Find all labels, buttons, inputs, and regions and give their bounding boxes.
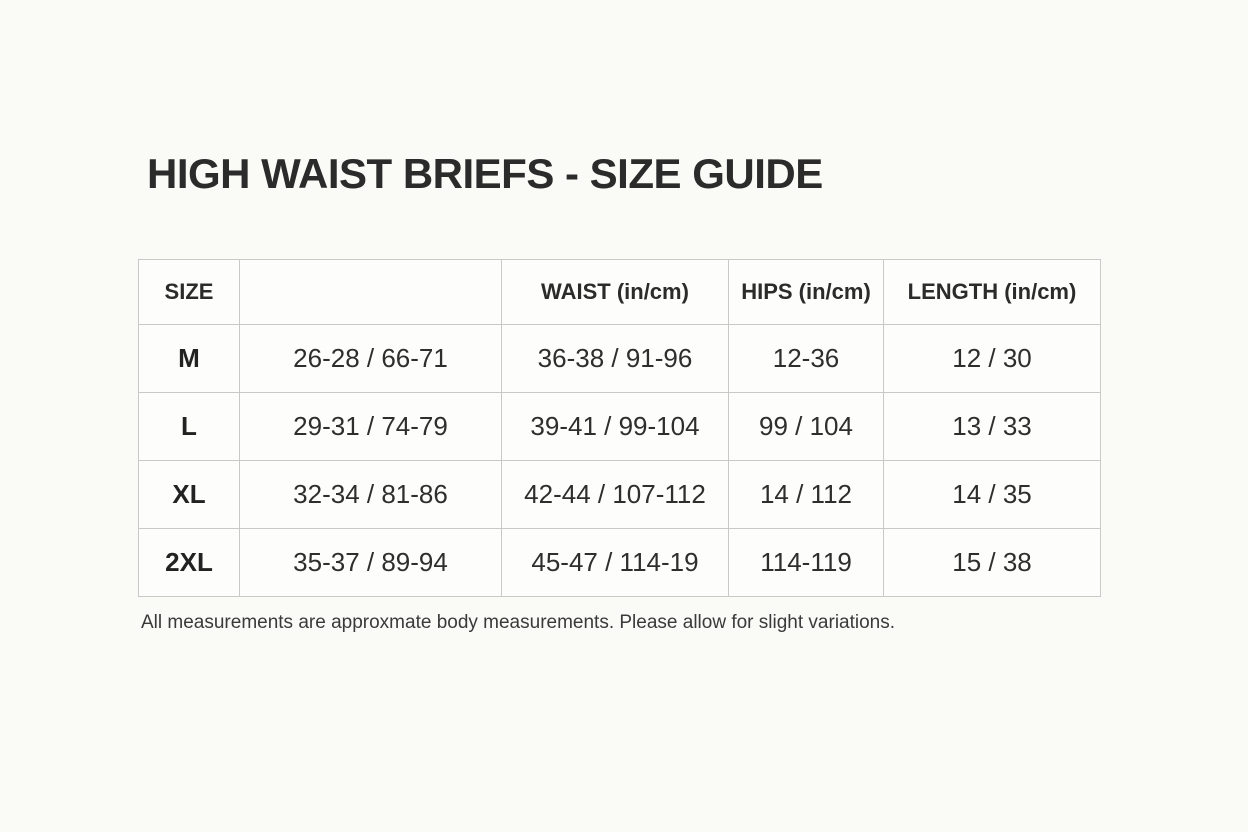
measurement-cell: 39-41 / 99-104	[502, 393, 729, 461]
table-body	[139, 325, 1101, 597]
header-row	[139, 260, 1101, 325]
column-header-length: LENGTH (in/cm)	[884, 260, 1101, 325]
measurement-cell: 99 / 104	[729, 393, 884, 461]
column-header-hips: HIPS (in/cm)	[729, 260, 884, 325]
size-cell: XL	[139, 461, 240, 529]
measurement-cell: 36-38 / 91-96	[502, 325, 729, 393]
measurement-cell: 114-119	[729, 529, 884, 597]
column-header-waist: WAIST (in/cm)	[502, 260, 729, 325]
size-guide-table	[138, 259, 1101, 597]
size-cell: L	[139, 393, 240, 461]
table-row	[139, 325, 1101, 393]
measurements-note: All measurements are approxmate body measurements. Please allow for slight variations.	[141, 612, 896, 633]
table-header	[139, 260, 1101, 325]
page-title: HIGH WAIST BRIEFS - SIZE GUIDE	[147, 150, 823, 197]
size-cell: M	[139, 325, 240, 393]
measurement-cell: 12-36	[729, 325, 884, 393]
measurement-cell: 42-44 / 107-112	[502, 461, 729, 529]
measurement-cell: 29-31 / 74-79	[240, 393, 502, 461]
measurement-cell: 32-34 / 81-86	[240, 461, 502, 529]
measurement-cell: 45-47 / 114-19	[502, 529, 729, 597]
column-header-size: SIZE	[139, 260, 240, 325]
measurement-cell: 15 / 38	[884, 529, 1101, 597]
measurement-cell: 14 / 112	[729, 461, 884, 529]
size-cell: 2XL	[139, 529, 240, 597]
column-header-measurement	[240, 260, 502, 325]
measurement-cell: 26-28 / 66-71	[240, 325, 502, 393]
table-row	[139, 461, 1101, 529]
measurement-cell: 14 / 35	[884, 461, 1101, 529]
table-row	[139, 393, 1101, 461]
measurement-cell: 13 / 33	[884, 393, 1101, 461]
table-row	[139, 529, 1101, 597]
measurement-cell: 12 / 30	[884, 325, 1101, 393]
measurement-cell: 35-37 / 89-94	[240, 529, 502, 597]
